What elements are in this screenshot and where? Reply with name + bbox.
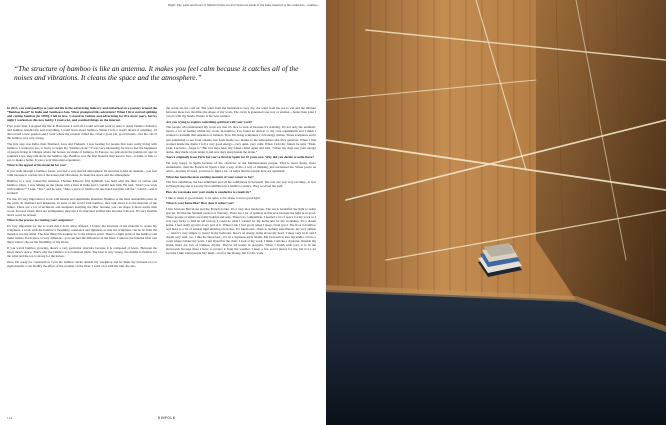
bamboo-interior-photo — [326, 0, 666, 425]
article-paragraph: I like to listen to good music, to be quiet, to be alone, to have good light. — [166, 195, 261, 200]
text-page — [0, 0, 326, 425]
photo-caption: Right: The walls and floors of Martin's home in rural Spain are made of the same material as his sculptures—bamboo. — [168, 3, 319, 7]
article-column-left — [7, 106, 157, 406]
pull-quote: “The structure of bamboo is like an antenna. It makes you feel calm because it catches all of the noises and vibrations. It cleans the space and the atmosphere.” — [14, 64, 299, 83]
interview-question: Are you trying to explore something spiritual with your work? — [166, 119, 253, 124]
interview-question: What is your home like? How does it reflect you? — [166, 201, 235, 206]
article-paragraph: If you walk through a bamboo forest, you feel a very special atmosphere. Its structure is like an antenna—you feel calm because it catches all of the noises and vibrations. It cleans the space and the atmosphere. — [7, 169, 157, 178]
article-lede: In 2013, you said goodbye to your old life in the advertising industry and embarked on a journey around the “Bamboo Road” in India and Southeast Asia. What prompted this adventure? When I first started splitting and cutting bamboo [in 1998], I fell in love. I stayed in fashion and advertising for five more years, but by night I worked on this new hobby. I read a lot, and watched things on the internet. — [7, 106, 157, 123]
article-paragraph: If you watch bamboo growing, there's a very particular structure because it is composed of knots. Between the knots there's space. That's why the bamboo is so balanced plant. The base is very strong, the middle is flexible for the wind and the top is strong for the leaves. — [7, 245, 157, 258]
interview-question: What has been the most exciting moment of your career so far? — [166, 174, 254, 179]
article-paragraph: It's very important for me to work that I don't draw. Instead, I follow the structure of the material to create my sculptures. I work with the bamboo's flexibility, resistance and lightness so that the sculptures can be lit from the material, not my mind. The best thing I'm looking for is the balance point. There's a light point of the bamboo and make strikes. Each piece is very different—you can feel the difference in the fiber. I remove the internal fiber and that's when I choose the flexibility of my sticks. — [7, 223, 157, 245]
page-number: 144 — [7, 416, 13, 420]
interview-question: How do you make sure your studio is conducive to creativity? — [166, 190, 252, 194]
interview-question: What is the appeal of the material for you? — [7, 163, 67, 168]
article-paragraph: Five years later, I stopped my life in Barcelona. I sold all I could sell and went to Asia to study bamboo behavior and bamboo handicrafts and everything I could learn about bamboo. When I left, I wasn't afraid of anything. I'd discovered a new passion and I went where my passion called me. I had a good job, good friends—but the call of the bamboo was very strong. — [7, 123, 157, 140]
interview-question: What is the process in creating your sculptures? — [7, 218, 74, 223]
article-paragraph: Once I'm ready for construction, I put the bamboo sticks outside my workshop and let them dry between two to eight months. I can modify the effect of the weather on the fiber. I work a lot with the rain, the sun, — [7, 259, 157, 268]
article-paragraph: For me, it's very important to work with natural and sustainable materials. Bamboo is the most sustainable plant on the earth. In Thailand and Indonesia, in parts of the world with bamboo, they talk about it as the material of the future. There are a lot of architects and designers studying the fiber because you can shape it more easily than wood. In areas where there are earthquakes, they use it in structural architecture because it moves. It's very flexible and it won't be broken. — [7, 196, 157, 217]
article-paragraph: The first step was India, then Thailand, Laos and Vietnam. I was looking for people that were really living with bamboo. I wanted to see, to learn, to begin my “bamboo hour.” It was very interesting for me to feel the happiness of people living in villages where the houses are made of bamboo. In Europe, we talk about the prehistoric age; in southern Laos, they talk about the bamboo age. Bamboo was the first material they used to live—to hunt, to fish, to eat, to make a home. It was a very important experience. — [7, 141, 157, 162]
magazine-name: KINFOLK — [158, 416, 176, 420]
article-column-right — [166, 106, 316, 406]
interview-question: You're originally from Paris but you've lived in Spain for 10 years now. Why did you decide to settle there? — [166, 155, 314, 160]
article-paragraph: The people who understand my work say that it's nice to look at because it's relaxing. It's not only the aesthetic; there's a lot of feeling within my work. In bamboo, I've found an answer to my own equilibrium and I think I wanted to transmit this sensation of balance. Now I'm doing sculptures I call energy domes. Those sculptures aren't just something to see from outside, but from inside too: thanks to the atmosphere that they generate. When I first worked inside the dome, I felt a very good energy—very quiet, very calm. When I told my friend, he said, “Yeah, yeah, Lucrezio—forget it.” But two days later, my friend called again and said, “When my dogs saw your energy dome, they made a hole under it and now they sleep inside the dome.” — [166, 125, 316, 154]
article-paragraph: the warm air, the cold air. The wind from the mountain is very dry, the wind from the sea is wet and the mixture between these two modifies the shape of my work. The curve is generated one way or another—better than what I can do with my hands. Nature is the best sculptor. — [166, 106, 316, 119]
article-paragraph: Bamboo is a very connective material. Thomas Edison's first lightbulb was built with the fiber of carbon and bamboo. Once, I was talking on the phone with a man in India and I couldn't hear him. He said, “Don't you work with bamboo?” I said, “Yes,” and he said, “Take a piece of bamboo in one hand and then call me.” I did it—and it worked! — [7, 178, 157, 195]
article-paragraph: I'm very happy in Spain because of the character of the Mediterranean people. They're more funny, more enthusiastic, than the French. In Spain, I met a way of life, a way of thinking, that enchanted me. When you're an artist—because it's hard, you have to fight a lot—it helps that the people here are optimistic. — [166, 160, 316, 174]
article-paragraph: I live between Barcelona and the French border. It's a very nice landscape. The sea is beautiful; the light is really special. It's like the Spanish version of Tuscany. There are a lot of painters in this area because the light is so good. These groups of artists are really helpful and easy. There's no competition. I needed a lot of space for my work so I was very lucky to find an old factory. I could do what I wanted for my home and for my workshop. It's a dream home. I feel really good in every part of it. When I am, I feel good; when I sleep, I feel good. The floor is bamboo and there is a lot of natural light entering the house. It's functional—there is nothing superfluous. It's very simple—. And it's very simple to clean! In my bedroom, there's an energy dome above my head. I sleep very well, and I dream very well, too. I like the futon bed—it's on a Japanese-style tatami. My bedroom is also my studio. I have a room where I make my work. I put myself in the chair. I look at my work. I think. I smoke a cigarette. Outside my home, there are lots of bamboo drying. They're all works in progress. When I finish each part, it is in the showroom because there I have to protect it from the weather. I keep a few secret pieces for me, but not a lot because I like when people buy them—not for the money, but for the work. — [166, 206, 316, 256]
article-paragraph: The first exhibition, the last exhibition and all the exhibitions in between! The last one was very exciting—it was in Hong Kong and it was my first exhibition in a bamboo country. They received me well. — [166, 180, 316, 189]
photo-page — [326, 0, 666, 425]
